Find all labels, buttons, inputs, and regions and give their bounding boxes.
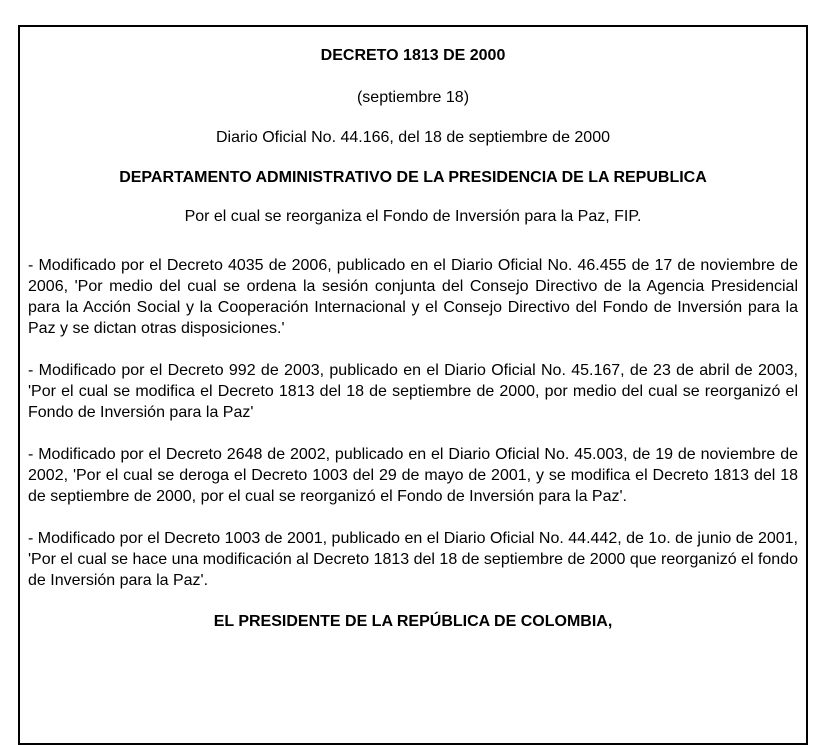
president-heading: EL PRESIDENTE DE LA REPÚBLICA DE COLOMBIA, (213, 613, 613, 630)
decree-date: (septiembre 18) (356, 89, 470, 106)
document-content (28, 46, 798, 632)
modification-note: - Modificado por el Decreto 1003 de 2001, publicado en el Diario Oficial No. 44.442, de 1o. de junio de 2001, 'Por el cual se hace una modificación al Decreto 1813 del 18 de septiembre de 2000 que reorganizó el fondo de Inversión para la Paz'. (28, 530, 798, 589)
decree-purpose: Por el cual se reorganiza el Fondo de Inversión para la Paz, FIP. (184, 208, 642, 225)
modification-note: - Modificado por el Decreto 992 de 2003, publicado en el Diario Oficial No. 45.167, de 23 de abril de 2003, 'Por el cual se modifica el Decreto 1813 del 18 de septiembre de 2000, por medio del cual se reorganizó el Fondo de Inversión para la Paz' (28, 362, 798, 421)
department-heading: DEPARTAMENTO ADMINISTRATIVO DE LA PRESIDENCIA DE LA REPUBLICA (119, 169, 707, 186)
diario-oficial-reference: Diario Oficial No. 44.166, del 18 de septiembre de 2000 (215, 129, 610, 146)
modification-note: - Modificado por el Decreto 4035 de 2006, publicado en el Diario Oficial No. 46.455 de 17 de noviembre de 2006, 'Por medio del cual se ordena la sesión conjunta del Consejo Directivo de la Agencia Presidencial para la Acción Social y la Cooperación Internacional y el Consejo Directivo del Fondo de Inversión para la Paz y se dictan otras disposiciones.' (28, 257, 798, 337)
decree-title: DECRETO 1813 DE 2000 (320, 47, 506, 64)
modification-note: - Modificado por el Decreto 2648 de 2002, publicado en el Diario Oficial No. 45.003, de 19 de noviembre de 2002, 'Por el cual se deroga el Decreto 1003 del 29 de mayo de 2001, y se modifica el Decreto 1813 del 18 de septiembre de 2000, por el cual se reorganizó el Fondo de Inversión para la Paz'. (28, 446, 798, 505)
